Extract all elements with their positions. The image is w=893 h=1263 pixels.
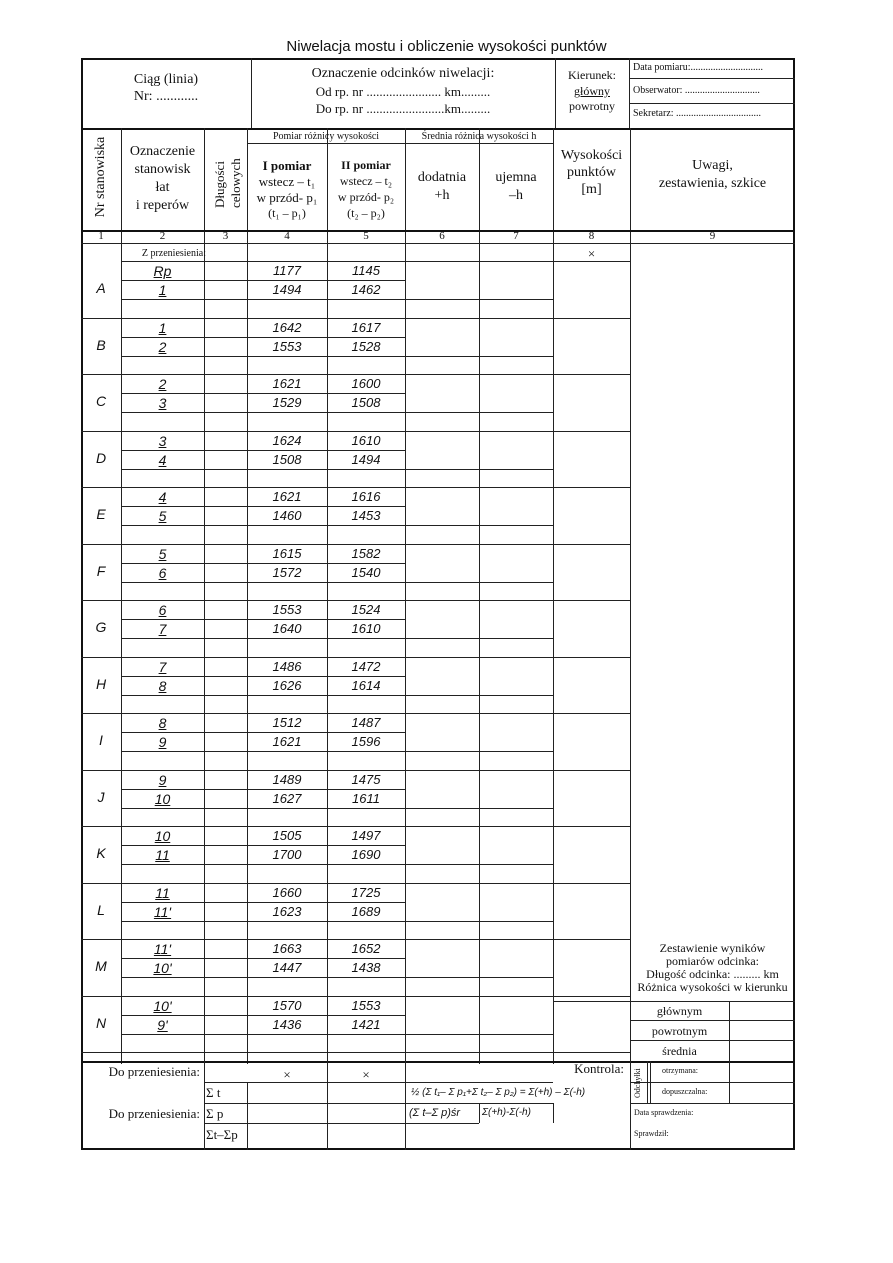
reading-1: 1621 <box>272 734 302 749</box>
reading-1: 1447 <box>272 960 302 975</box>
reading-1: 1553 <box>272 602 302 617</box>
col-wysokosci: [m] <box>581 182 602 197</box>
col-pomiar-2: II pomiar <box>341 158 391 172</box>
reading-2: 1487 <box>351 715 381 730</box>
point-label: 9' <box>157 1016 168 1033</box>
col-pomiar-1: w przód- p₁ <box>256 190 318 205</box>
point-label: 11 <box>155 847 170 863</box>
reading-1: 1529 <box>272 395 302 410</box>
point-label: 4 <box>158 451 167 468</box>
formula-control: ½ (Σ t₁– Σ p₁+Σ t₂– Σ p₂) = Σ(+h) – Σ(-h) <box>411 1087 586 1098</box>
reading-1: 1615 <box>272 545 302 561</box>
reading-2: 1494 <box>351 451 381 467</box>
row-rule <box>405 808 553 809</box>
col-pomiar-2: w przód- p₂ <box>337 190 395 204</box>
point-label: 10' <box>153 960 172 976</box>
row-rule <box>121 751 405 752</box>
reading-2: 1610 <box>351 621 381 636</box>
point-label: 3 <box>158 432 167 449</box>
kierunek-label: Kierunek: <box>568 68 616 82</box>
station-divider <box>81 883 630 884</box>
col-oznaczenie: i reperów <box>135 198 190 213</box>
point-label: 7 <box>158 658 167 675</box>
reading-2: 1421 <box>351 1016 381 1032</box>
v-rule <box>405 1082 406 1150</box>
station-divider <box>81 374 630 375</box>
row-rule <box>121 337 405 338</box>
sekretarz-field: Sekretarz: .................................. <box>633 108 762 119</box>
reading-2: 1540 <box>351 564 381 580</box>
col-wysokosci: punktów <box>567 165 616 180</box>
reading-2: 1475 <box>351 771 381 787</box>
ciag-label: Ciąg (linia) <box>133 72 199 87</box>
station-divider <box>81 713 630 714</box>
col-oznaczenie: stanowisk <box>134 162 191 177</box>
kierunek-powrotny: powrotny <box>569 99 615 113</box>
v-rule <box>405 128 406 1064</box>
point-label: 10' <box>153 997 172 1014</box>
row-rule <box>405 864 553 865</box>
row-rule <box>121 732 405 733</box>
v-rule <box>405 1061 406 1082</box>
point-label: 3 <box>158 395 167 411</box>
row-rule <box>121 638 405 639</box>
reading-2: 1582 <box>351 545 381 561</box>
reading-1: 1627 <box>272 790 302 806</box>
col-uwagi: Uwagi, <box>692 158 733 173</box>
row-rule <box>121 412 405 413</box>
reading-1: 1621 <box>272 376 302 391</box>
point-label: 6 <box>158 602 167 618</box>
reading-1: 1505 <box>272 828 302 843</box>
column-number: 3 <box>222 230 229 242</box>
station-divider <box>81 657 630 658</box>
reading-2: 1617 <box>351 319 381 335</box>
row-rule <box>121 695 405 696</box>
h-rule <box>630 1103 795 1104</box>
col-pomiar-1: I pomiar <box>262 158 312 173</box>
row-rule <box>121 1015 405 1016</box>
col-oznaczenie: łat <box>155 180 170 195</box>
reading-2: 1438 <box>351 960 381 975</box>
reading-2: 1145 <box>352 263 380 278</box>
row-rule <box>121 619 405 620</box>
reading-1: 1553 <box>272 338 302 354</box>
col-uwagi: zestawienia, szkice <box>658 176 767 191</box>
row-rule <box>121 845 405 846</box>
station-label: D <box>95 449 107 466</box>
reading-1: 1623 <box>272 903 302 919</box>
station-label: H <box>95 675 107 692</box>
v-rule <box>647 1061 648 1103</box>
point-label: 9 <box>158 771 167 788</box>
station-label: C <box>95 393 107 409</box>
do-rp-field: Do rp. nr ........................km......... <box>315 101 491 116</box>
col-dodatnia: dodatnia <box>417 170 467 185</box>
col-dlugosci: Długości <box>212 161 227 208</box>
zestawienie-title: Długość odcinka: ......... km <box>646 967 779 981</box>
row-rule <box>405 751 553 752</box>
header-divider <box>81 128 795 130</box>
col-wysokosci: Wysokości <box>560 148 623 163</box>
row-rule <box>121 563 405 564</box>
data-sprawdzenia-label: Data sprawdzenia: <box>634 1108 694 1117</box>
zestawienie-title: Różnica wysokości w kierunku <box>637 980 788 994</box>
row-rule <box>121 789 405 790</box>
row-rule <box>405 977 553 978</box>
reading-2: 1453 <box>351 508 381 523</box>
zestawienie-srednia: średnia <box>662 1044 697 1058</box>
reading-1: 1642 <box>272 319 302 335</box>
reading-1: 1570 <box>272 997 302 1013</box>
zestawienie-powrotnym: powrotnym <box>651 1024 708 1038</box>
row-rule <box>121 921 405 922</box>
point-label: 6 <box>158 564 167 581</box>
v-rule <box>479 128 480 1064</box>
station-divider <box>81 318 630 319</box>
column-number: 1 <box>98 230 104 242</box>
point-label: 11' <box>153 903 172 920</box>
station-label: A <box>96 280 106 296</box>
v-rule <box>204 1061 205 1150</box>
footer-top <box>81 1061 795 1063</box>
column-number: 9 <box>709 230 716 242</box>
reading-1: 1508 <box>272 451 302 467</box>
cross-mark: × <box>587 246 596 261</box>
point-label: 1 <box>158 282 167 298</box>
station-divider <box>81 544 630 545</box>
v-rule <box>729 1001 730 1061</box>
pomiar-roznicy-header: Pomiar różnicy wysokości <box>272 131 380 142</box>
reading-2: 1462 <box>351 282 381 297</box>
row-rule <box>121 280 405 281</box>
z-przeniesienia-label: Z przeniesienia: <box>141 248 206 259</box>
h-rule <box>629 78 795 79</box>
point-label: 10 <box>154 828 171 844</box>
col-nr-stanowiska: Nr stanowiska <box>93 136 108 218</box>
row-rule <box>121 977 405 978</box>
reading-2: 1652 <box>351 941 381 956</box>
point-label: 10 <box>154 790 171 807</box>
column-number: 5 <box>363 230 369 242</box>
point-label: 11' <box>153 941 172 957</box>
column-number: 6 <box>439 230 445 242</box>
reading-1: 1572 <box>272 564 302 580</box>
reading-2: 1528 <box>351 338 381 354</box>
point-label: 2 <box>158 338 167 355</box>
formula-mean: (Σ t–Σ p)śr <box>409 1107 461 1119</box>
h-rule <box>247 143 553 144</box>
v-rule <box>204 128 205 1064</box>
sum-tp-label: Σt–Σp <box>206 1127 238 1142</box>
station-label: J <box>97 788 105 805</box>
sprawdzil-label: Sprawdził: <box>634 1129 669 1138</box>
h-rule <box>553 1001 795 1002</box>
reading-1: 1640 <box>272 621 302 636</box>
odchylki-label: Odchyłki <box>633 1068 642 1098</box>
reading-2: 1611 <box>352 790 380 806</box>
reading-1: 1621 <box>272 489 302 504</box>
station-label: E <box>96 506 106 522</box>
col-pomiar-2: (t₂ – p₂) <box>347 206 385 220</box>
station-divider <box>81 770 630 771</box>
point-label: 8 <box>158 715 167 731</box>
point-label: 2 <box>158 376 167 392</box>
row-rule <box>121 356 405 357</box>
leveling-form <box>81 58 795 1150</box>
col-oznaczenie: Oznaczenie <box>129 144 196 159</box>
h-rule <box>630 1082 795 1083</box>
ciag-nr: Nr: ............ <box>133 89 199 104</box>
row-rule <box>121 525 405 526</box>
row-rule <box>121 506 405 507</box>
row-rule <box>121 582 405 583</box>
station-label: F <box>96 562 106 579</box>
point-label: 1 <box>158 319 167 336</box>
reading-2: 1553 <box>351 997 381 1013</box>
col-ujemna: ujemna <box>495 170 537 185</box>
row-rule <box>405 469 553 470</box>
row-rule <box>405 412 553 413</box>
reading-1: 1494 <box>272 282 302 297</box>
reading-2: 1614 <box>351 677 381 693</box>
row-rule <box>121 393 405 394</box>
station-divider <box>81 431 630 432</box>
h-rule <box>204 1123 479 1124</box>
h-rule <box>630 1020 795 1021</box>
data-pomiaru-field: Data pomiaru:............................. <box>633 62 763 73</box>
station-divider <box>81 1052 630 1053</box>
reading-1: 1512 <box>272 715 302 730</box>
otrzymana-label: otrzymana: <box>662 1066 698 1075</box>
page-title: Niwelacja mostu i obliczenie wysokości punktów <box>286 38 607 55</box>
kierunek-glowny: główny <box>574 84 610 98</box>
point-label: 9 <box>158 734 167 750</box>
reading-2: 1600 <box>351 376 381 391</box>
col-dlugosci: celowych <box>228 158 243 208</box>
row-rule <box>405 695 553 696</box>
row-rule <box>405 1034 553 1035</box>
row-rule <box>121 808 405 809</box>
row-rule <box>121 450 405 451</box>
point-label: 5 <box>158 545 167 562</box>
column-number: 8 <box>588 230 595 242</box>
h-rule <box>629 103 795 104</box>
reading-2: 1497 <box>351 828 381 843</box>
row-rule <box>121 1034 405 1035</box>
dopuszczalna-label: dopuszczalna: <box>662 1087 708 1096</box>
reading-1: 1626 <box>272 677 302 693</box>
row-rule <box>121 958 405 959</box>
reading-1: 1177 <box>273 263 301 278</box>
sum-p-label: Σ p <box>206 1106 224 1121</box>
station-divider <box>81 826 630 827</box>
v-rule <box>553 128 554 1064</box>
v-rule <box>650 1061 651 1103</box>
cross-mark: × <box>283 1067 291 1082</box>
do-przeniesienia-2: Do przeniesienia: <box>108 1106 200 1121</box>
station-divider <box>81 600 630 601</box>
point-label: 11 <box>155 884 170 901</box>
reading-2: 1596 <box>351 734 381 749</box>
reading-2: 1472 <box>351 658 381 674</box>
row-rule <box>121 902 405 903</box>
col-ujemna: –h <box>509 188 523 203</box>
station-divider <box>81 996 630 997</box>
odcinki-title: Oznaczenie odcinków niwelacji: <box>311 66 495 81</box>
row-rule <box>405 921 553 922</box>
col-pomiar-2: wstecz – t₂ <box>339 174 393 188</box>
v-rule <box>630 1061 631 1150</box>
cross-mark: × <box>362 1067 370 1082</box>
reading-1: 1436 <box>272 1016 302 1032</box>
reading-2: 1690 <box>351 847 381 862</box>
formula-sum-h: Σ(+h)-Σ(-h) <box>482 1107 531 1118</box>
row-rule <box>121 864 405 865</box>
row-rule <box>405 299 553 300</box>
point-label: 4 <box>158 489 167 505</box>
station-label: K <box>96 845 106 861</box>
station-label: I <box>99 732 103 748</box>
reading-2: 1689 <box>351 903 381 919</box>
reading-1: 1486 <box>272 658 302 674</box>
reading-1: 1660 <box>272 884 302 900</box>
row-rule <box>405 525 553 526</box>
h-rule <box>204 1103 553 1104</box>
zestawienie-glownym: głównym <box>656 1004 703 1018</box>
row-rule <box>405 582 553 583</box>
kontrola-label: Kontrola: <box>574 1061 624 1076</box>
reading-2: 1616 <box>351 489 381 504</box>
reading-2: 1725 <box>351 884 381 900</box>
point-label: Rp <box>153 263 172 279</box>
reading-1: 1624 <box>272 432 302 448</box>
station-divider <box>81 939 630 940</box>
v-rule <box>630 128 631 1064</box>
zestawienie-title: pomiarów odcinka: <box>666 954 759 968</box>
reading-1: 1663 <box>272 941 302 956</box>
reading-2: 1610 <box>351 432 381 448</box>
reading-1: 1460 <box>272 508 302 523</box>
station-divider <box>81 487 630 488</box>
row-rule <box>121 676 405 677</box>
srednia-roznica-header: Średnia różnica wysokości h <box>421 131 537 142</box>
v-rule <box>629 58 630 128</box>
col-pomiar-1: wstecz – t₁ <box>258 174 316 189</box>
col-pomiar-1: (t₁ – p₁) <box>268 206 306 220</box>
row-rule <box>121 299 405 300</box>
od-rp-field: Od rp. nr ....................... km......... <box>315 84 491 99</box>
reading-2: 1524 <box>351 602 381 617</box>
reading-2: 1508 <box>351 395 381 410</box>
sum-t-label: Σ t <box>206 1085 221 1100</box>
h-rule <box>630 1040 795 1041</box>
obserwator-field: Obserwator: .............................. <box>633 85 760 96</box>
row-rule <box>405 356 553 357</box>
station-label: G <box>95 619 107 635</box>
column-number: 4 <box>284 230 290 242</box>
row-rule <box>121 469 405 470</box>
col-dodatnia: +h <box>434 188 450 203</box>
zestawienie-title: Zestawienie wyników <box>659 941 766 955</box>
do-przeniesienia-1: Do przeniesienia: <box>108 1064 200 1079</box>
point-label: 7 <box>158 621 167 637</box>
station-label: L <box>97 901 105 918</box>
point-label: 5 <box>158 508 167 524</box>
station-label: B <box>96 336 106 353</box>
reading-1: 1489 <box>272 771 302 787</box>
station-label: M <box>95 958 107 974</box>
point-label: 8 <box>158 677 167 694</box>
row-rule <box>405 638 553 639</box>
station-label: N <box>95 1014 107 1031</box>
reading-1: 1700 <box>272 847 302 862</box>
column-number: 7 <box>513 230 519 242</box>
column-number: 2 <box>159 230 166 242</box>
